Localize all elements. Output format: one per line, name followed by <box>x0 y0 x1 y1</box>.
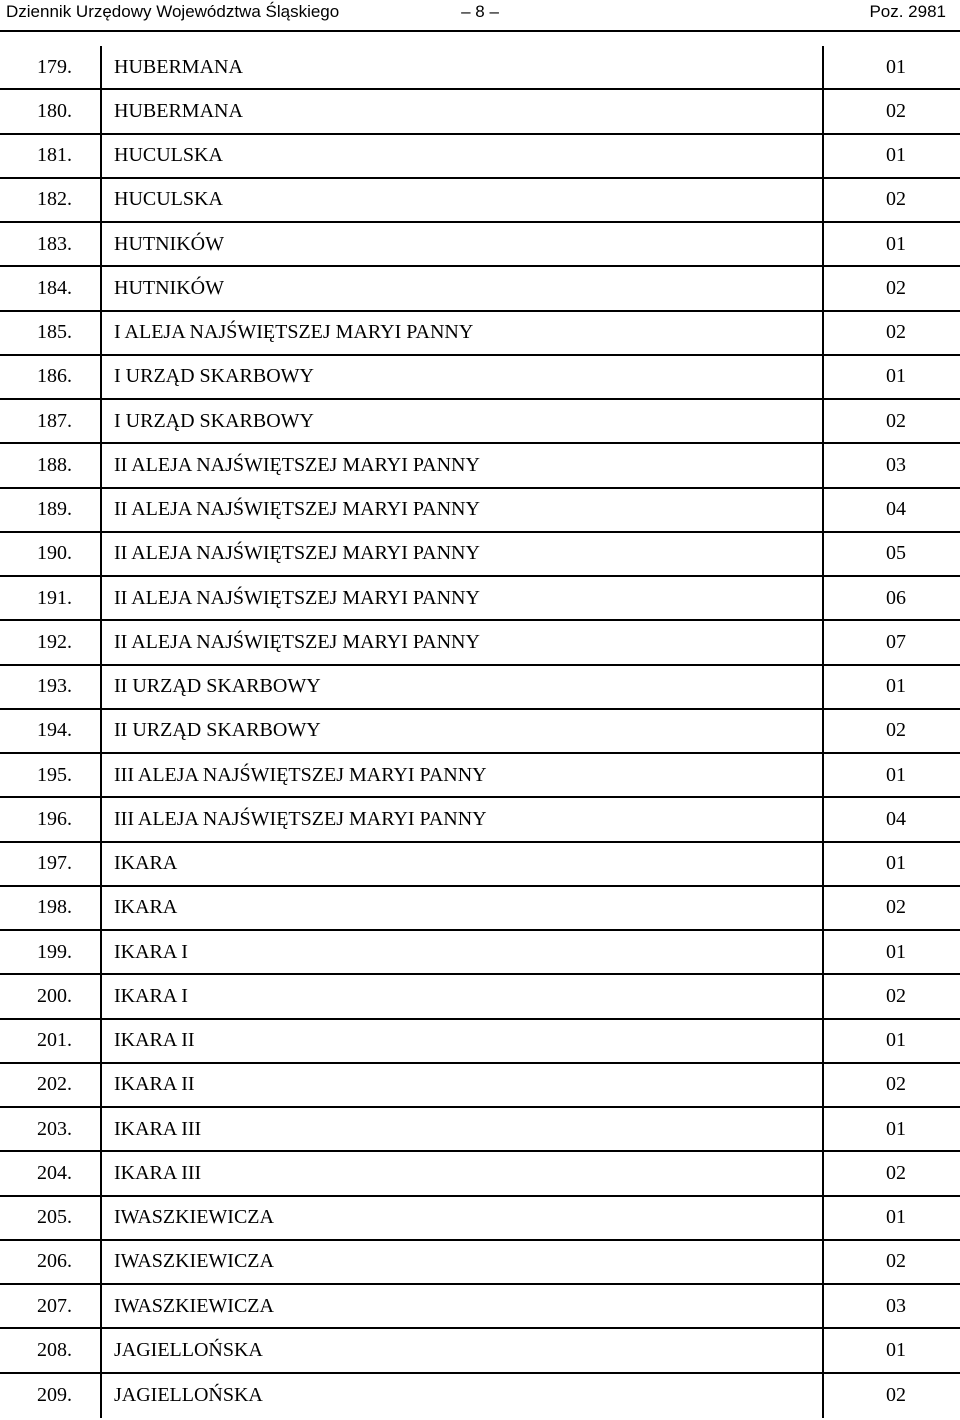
street-name-cell: HUTNIKÓW <box>102 267 824 309</box>
row-number-cell: 201. <box>0 1020 102 1062</box>
district-code-cell: 01 <box>886 763 906 786</box>
table-row <box>0 489 960 533</box>
street-table <box>0 46 960 1418</box>
street-name-cell: IKARA I <box>102 931 824 973</box>
row-number-cell: 207. <box>0 1285 102 1327</box>
table-row <box>0 46 960 90</box>
row-number-cell: 179. <box>0 46 102 88</box>
row-number-cell: 205. <box>0 1197 102 1239</box>
district-code-cell: 01 <box>886 232 906 255</box>
row-number-cell: 199. <box>0 931 102 973</box>
street-name-cell: I URZĄD SKARBOWY <box>102 400 824 442</box>
table-row <box>0 400 960 444</box>
table-row <box>0 1152 960 1196</box>
district-code-cell: 07 <box>886 630 906 653</box>
row-number-cell: 190. <box>0 533 102 575</box>
table-row <box>0 90 960 134</box>
district-code-cell: 01 <box>886 1029 906 1052</box>
table-row <box>0 1285 960 1329</box>
row-number-cell: 189. <box>0 489 102 531</box>
table-row <box>0 975 960 1019</box>
row-number-cell: 188. <box>0 444 102 486</box>
street-name-cell: IKARA <box>102 843 824 885</box>
district-code-cell: 02 <box>886 984 906 1007</box>
district-code-cell: 02 <box>886 896 906 919</box>
district-code-cell: 01 <box>886 365 906 388</box>
row-number-cell: 185. <box>0 312 102 354</box>
table-row <box>0 754 960 798</box>
row-number-cell: 202. <box>0 1064 102 1106</box>
street-name-cell: II URZĄD SKARBOWY <box>102 710 824 752</box>
street-name-cell: HUBERMANA <box>102 90 824 132</box>
table-row <box>0 621 960 665</box>
table-row <box>0 179 960 223</box>
district-code-cell: 01 <box>886 675 906 698</box>
street-name-cell: IKARA III <box>102 1108 824 1150</box>
district-code-cell: 01 <box>886 1338 906 1361</box>
street-name-cell: I ALEJA NAJŚWIĘTSZEJ MARYI PANNY <box>102 312 824 354</box>
street-name-cell: IKARA II <box>102 1064 824 1106</box>
street-name-cell: HUTNIKÓW <box>102 223 824 265</box>
street-name-cell: II ALEJA NAJŚWIĘTSZEJ MARYI PANNY <box>102 444 824 486</box>
table-row <box>0 1197 960 1241</box>
district-code-cell: 01 <box>886 852 906 875</box>
table-row <box>0 710 960 754</box>
district-code-cell: 02 <box>886 99 906 122</box>
district-code-cell: 02 <box>886 1384 906 1407</box>
district-code-cell: 03 <box>886 453 906 476</box>
row-number-cell: 184. <box>0 267 102 309</box>
table-row <box>0 223 960 267</box>
district-code-cell: 02 <box>886 719 906 742</box>
street-name-cell: HUCULSKA <box>102 179 824 221</box>
district-code-cell: 04 <box>886 498 906 521</box>
row-number-cell: 192. <box>0 621 102 663</box>
street-name-cell: II ALEJA NAJŚWIĘTSZEJ MARYI PANNY <box>102 577 824 619</box>
district-code-cell: 01 <box>886 55 906 78</box>
row-number-cell: 197. <box>0 843 102 885</box>
row-number-cell: 203. <box>0 1108 102 1150</box>
table-row <box>0 666 960 710</box>
row-number-cell: 193. <box>0 666 102 708</box>
street-name-cell: IKARA III <box>102 1152 824 1194</box>
row-number-cell: 195. <box>0 754 102 796</box>
row-number-cell: 204. <box>0 1152 102 1194</box>
table-row <box>0 931 960 975</box>
row-number-cell: 183. <box>0 223 102 265</box>
district-code-cell: 02 <box>886 1161 906 1184</box>
table-row <box>0 1374 960 1418</box>
district-code-cell: 05 <box>886 542 906 565</box>
table-row <box>0 577 960 621</box>
table-row <box>0 843 960 887</box>
table-row <box>0 1329 960 1373</box>
row-number-cell: 196. <box>0 798 102 840</box>
row-number-cell: 194. <box>0 710 102 752</box>
street-name-cell: III ALEJA NAJŚWIĘTSZEJ MARYI PANNY <box>102 798 824 840</box>
table-row <box>0 1020 960 1064</box>
table-row <box>0 135 960 179</box>
street-name-cell: IKARA <box>102 887 824 929</box>
district-code-cell: 04 <box>886 807 906 830</box>
street-name-cell: IWASZKIEWICZA <box>102 1285 824 1327</box>
street-name-cell: I URZĄD SKARBOWY <box>102 356 824 398</box>
table-row <box>0 267 960 311</box>
street-name-cell: HUCULSKA <box>102 135 824 177</box>
row-number-cell: 187. <box>0 400 102 442</box>
row-number-cell: 180. <box>0 90 102 132</box>
row-number-cell: 191. <box>0 577 102 619</box>
street-name-cell: II ALEJA NAJŚWIĘTSZEJ MARYI PANNY <box>102 533 824 575</box>
street-name-cell: JAGIELLOŃSKA <box>102 1329 824 1371</box>
district-code-cell: 01 <box>886 1206 906 1229</box>
district-code-cell: 01 <box>886 940 906 963</box>
street-name-cell: II ALEJA NAJŚWIĘTSZEJ MARYI PANNY <box>102 621 824 663</box>
district-code-cell: 01 <box>886 1117 906 1140</box>
district-code-cell: 02 <box>886 321 906 344</box>
row-number-cell: 200. <box>0 975 102 1017</box>
page-number: – 8 – <box>461 2 499 21</box>
district-code-cell: 02 <box>886 188 906 211</box>
table-row <box>0 356 960 400</box>
district-code-cell: 02 <box>886 1073 906 1096</box>
street-name-cell: II URZĄD SKARBOWY <box>102 666 824 708</box>
journal-title: Dziennik Urzędowy Województwa Śląskiego <box>6 2 340 21</box>
district-code-cell: 02 <box>886 409 906 432</box>
street-name-cell: IWASZKIEWICZA <box>102 1197 824 1239</box>
street-name-cell: II ALEJA NAJŚWIĘTSZEJ MARYI PANNY <box>102 489 824 531</box>
table-row <box>0 444 960 488</box>
district-code-cell: 01 <box>886 144 906 167</box>
position-number: Poz. 2981 <box>869 2 946 21</box>
street-name-cell: IWASZKIEWICZA <box>102 1241 824 1283</box>
row-number-cell: 209. <box>0 1374 102 1418</box>
row-number-cell: 182. <box>0 179 102 221</box>
row-number-cell: 198. <box>0 887 102 929</box>
district-code-cell: 02 <box>886 1250 906 1273</box>
row-number-cell: 181. <box>0 135 102 177</box>
table-row <box>0 533 960 577</box>
street-name-cell: JAGIELLOŃSKA <box>102 1374 824 1418</box>
district-code-cell: 03 <box>886 1294 906 1317</box>
street-name-cell: IKARA II <box>102 1020 824 1062</box>
table-row <box>0 1241 960 1285</box>
row-number-cell: 206. <box>0 1241 102 1283</box>
header-divider <box>0 30 960 32</box>
district-code-cell: 02 <box>886 276 906 299</box>
street-name-cell: III ALEJA NAJŚWIĘTSZEJ MARYI PANNY <box>102 754 824 796</box>
page-header <box>0 0 960 27</box>
street-name-cell: IKARA I <box>102 975 824 1017</box>
table-row <box>0 312 960 356</box>
row-number-cell: 208. <box>0 1329 102 1371</box>
district-code-cell: 06 <box>886 586 906 609</box>
street-name-cell: HUBERMANA <box>102 46 824 88</box>
table-row <box>0 798 960 842</box>
table-row <box>0 887 960 931</box>
row-number-cell: 186. <box>0 356 102 398</box>
table-row <box>0 1108 960 1152</box>
table-row <box>0 1064 960 1108</box>
